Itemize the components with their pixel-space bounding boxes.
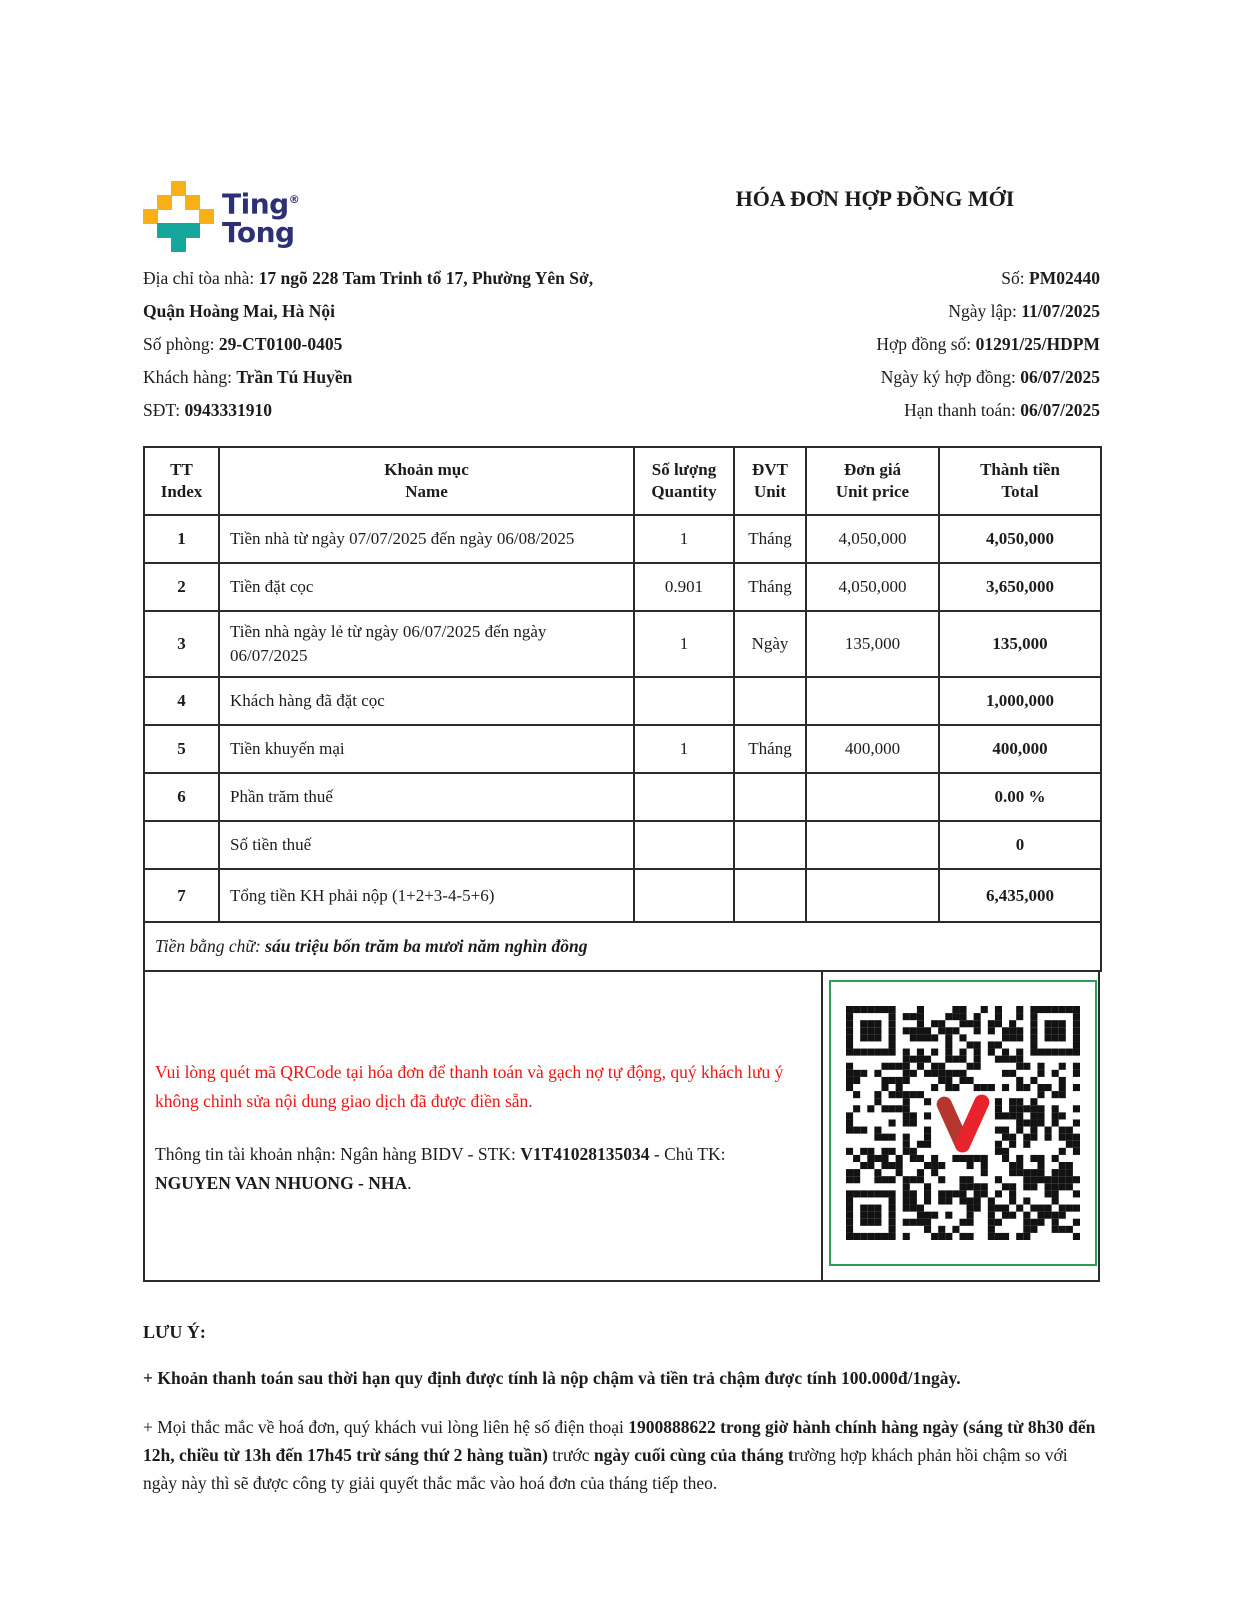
- logo-pixel: [185, 195, 200, 210]
- col-header-total: Thành tiền Total: [939, 447, 1101, 515]
- customer-value: Trần Tú Huyền: [236, 367, 353, 387]
- account-suffix: .: [407, 1173, 412, 1193]
- invoice-items-table: [143, 446, 1102, 972]
- bank-account-info: [155, 1140, 791, 1198]
- logo-pixel: [157, 223, 172, 238]
- tingtong-logo: [143, 181, 300, 253]
- tingtong-logo-icon: [143, 181, 213, 253]
- notes-heading: LƯU Ý:: [143, 1322, 206, 1342]
- address-value: 17 ngõ 228 Tam Trinh tổ 17, Phường Yên Sở,: [258, 268, 594, 288]
- logo-pixel: [157, 195, 172, 210]
- table-row: 3 Tiền nhà ngày lẻ từ ngày 06/07/2025 đến ngày 06/07/2025 1 Ngày 135,000 135,000: [144, 611, 1101, 677]
- col-header-quantity: Số lượng Quantity: [634, 447, 734, 515]
- notes-section: [143, 1322, 1100, 1497]
- hotline-note-seg5: rường hợp khách phản hồi chậm so với ngày này thì sẽ được công ty giải quyết thắc mắc vào hoá đơn của tháng tiếp theo.: [143, 1445, 1068, 1493]
- table-row: 1 Tiền nhà từ ngày 07/07/2025 đến ngày 06/08/2025 1 Tháng 4,050,000 4,050,000: [144, 515, 1101, 563]
- brand-line1: Ting: [222, 187, 289, 221]
- tingtong-logo-text: [222, 185, 300, 250]
- registered-mark: ®: [288, 193, 300, 206]
- deadline-phrase: ngày cuối cùng của tháng t: [593, 1445, 794, 1465]
- room-value: 29-CT0100-0405: [218, 334, 343, 354]
- account-number: V1T41028135034: [520, 1144, 650, 1164]
- due-date-line: [600, 394, 1100, 427]
- hotline-note: [143, 1413, 1100, 1497]
- col-header-unit: ĐVT Unit: [734, 447, 806, 515]
- issue-date-label: Ngày lập:: [948, 301, 1017, 321]
- hotline-note-seg1: + Mọi thắc mắc về hoá đơn, quý khách vui lòng liên hệ số điện thoại: [143, 1417, 629, 1437]
- customer-label: Khách hàng:: [143, 367, 232, 387]
- table-header-row: [144, 447, 1101, 515]
- invoice-number-label: Số:: [1001, 268, 1025, 288]
- amount-in-words-row: [144, 922, 1101, 971]
- late-payment-note: + Khoản thanh toán sau thời hạn quy định được tính là nộp chậm và tiền trả chậm được tính 100.000đ/1ngày.: [143, 1368, 961, 1388]
- table-row: 6 Phần trăm thuế 0.00 %: [144, 773, 1101, 821]
- due-date-label: Hạn thanh toán:: [904, 400, 1016, 420]
- qr-frame: [829, 980, 1097, 1266]
- room-label: Số phòng:: [143, 334, 215, 354]
- col-header-index: TT Index: [144, 447, 219, 515]
- amount-words-value: sáu triệu bốn trăm ba mươi năm nghìn đồng: [265, 936, 588, 956]
- col-header-unit-price: Đơn giá Unit price: [806, 447, 939, 515]
- address-label: Địa chỉ tòa nhà:: [143, 268, 255, 288]
- account-mid: - Chủ TK:: [649, 1144, 726, 1164]
- phone-value: 0943331910: [184, 400, 272, 420]
- contract-number-line: [600, 328, 1100, 361]
- contract-sign-date-value: 06/07/2025: [1020, 367, 1100, 387]
- qr-code: [846, 1006, 1080, 1240]
- qr-area: [823, 972, 1098, 1280]
- issue-date-line: [600, 295, 1100, 328]
- table-row-total: 7 Tổng tiền KH phải nộp (1+2+3-4-5+6) 6,435,000: [144, 869, 1101, 922]
- hotline-number: 1900888622 trong giờ hành chính hàng ngày (sáng từ 8h30 đến 12h, chiều từ 13h đến 17h45 trừ sáng thứ 2 hàng tuần): [143, 1417, 1096, 1465]
- account-holder: NGUYEN VAN NHUONG - NHA: [155, 1173, 408, 1193]
- invoice-body: [143, 446, 1100, 1497]
- contract-number-label: Hợp đồng số:: [876, 334, 972, 354]
- col-header-name: Khoản mục Name: [219, 447, 634, 515]
- table-row: 5 Tiền khuyến mại 1 Tháng 400,000 400,000: [144, 725, 1101, 773]
- invoice-title: HÓA ĐƠN HỢP ĐỒNG MỚI: [735, 186, 1015, 211]
- logo-pixel: [171, 237, 186, 252]
- payment-instructions: [145, 972, 823, 1280]
- account-prefix: Thông tin tài khoản nhận: Ngân hàng BIDV - STK:: [155, 1144, 521, 1164]
- contract-number-value: 01291/25/HDPM: [975, 334, 1100, 354]
- amount-words-label: Tiền bằng chữ:: [155, 936, 261, 956]
- payment-section: [143, 972, 1100, 1282]
- invoice-number-value: PM02440: [1029, 268, 1100, 288]
- hotline-note-seg3: trước: [547, 1445, 594, 1465]
- logo-pixel: [171, 223, 186, 238]
- contract-sign-date-line: [600, 361, 1100, 394]
- brand-line2: Tong: [222, 216, 295, 250]
- logo-pixel: [171, 181, 186, 196]
- address-value-2: Quận Hoàng Mai, Hà Nội: [143, 301, 336, 321]
- logo-pixel: [185, 223, 200, 238]
- phone-label: SĐT:: [143, 400, 181, 420]
- logo-pixel: [199, 209, 214, 224]
- qr-warning-text: Vui lòng quét mã QRCode tại hóa đơn để thanh toán và gạch nợ tự động, quý khách lưu ý không chỉnh sửa nội dung giao dịch đã được điền sẵn.: [155, 1062, 784, 1111]
- issue-date-value: 11/07/2025: [1021, 301, 1100, 321]
- table-row: 2 Tiền đặt cọc 0.901 Tháng 4,050,000 3,650,000: [144, 563, 1101, 611]
- due-date-value: 06/07/2025: [1020, 400, 1100, 420]
- table-row: 4 Khách hàng đã đặt cọc 1,000,000: [144, 677, 1101, 725]
- invoice-meta: [600, 262, 1100, 427]
- invoice-number-line: [600, 262, 1100, 295]
- logo-pixel: [143, 209, 158, 224]
- table-row: Số tiền thuế 0: [144, 821, 1101, 869]
- contract-sign-date-label: Ngày ký hợp đồng:: [880, 367, 1016, 387]
